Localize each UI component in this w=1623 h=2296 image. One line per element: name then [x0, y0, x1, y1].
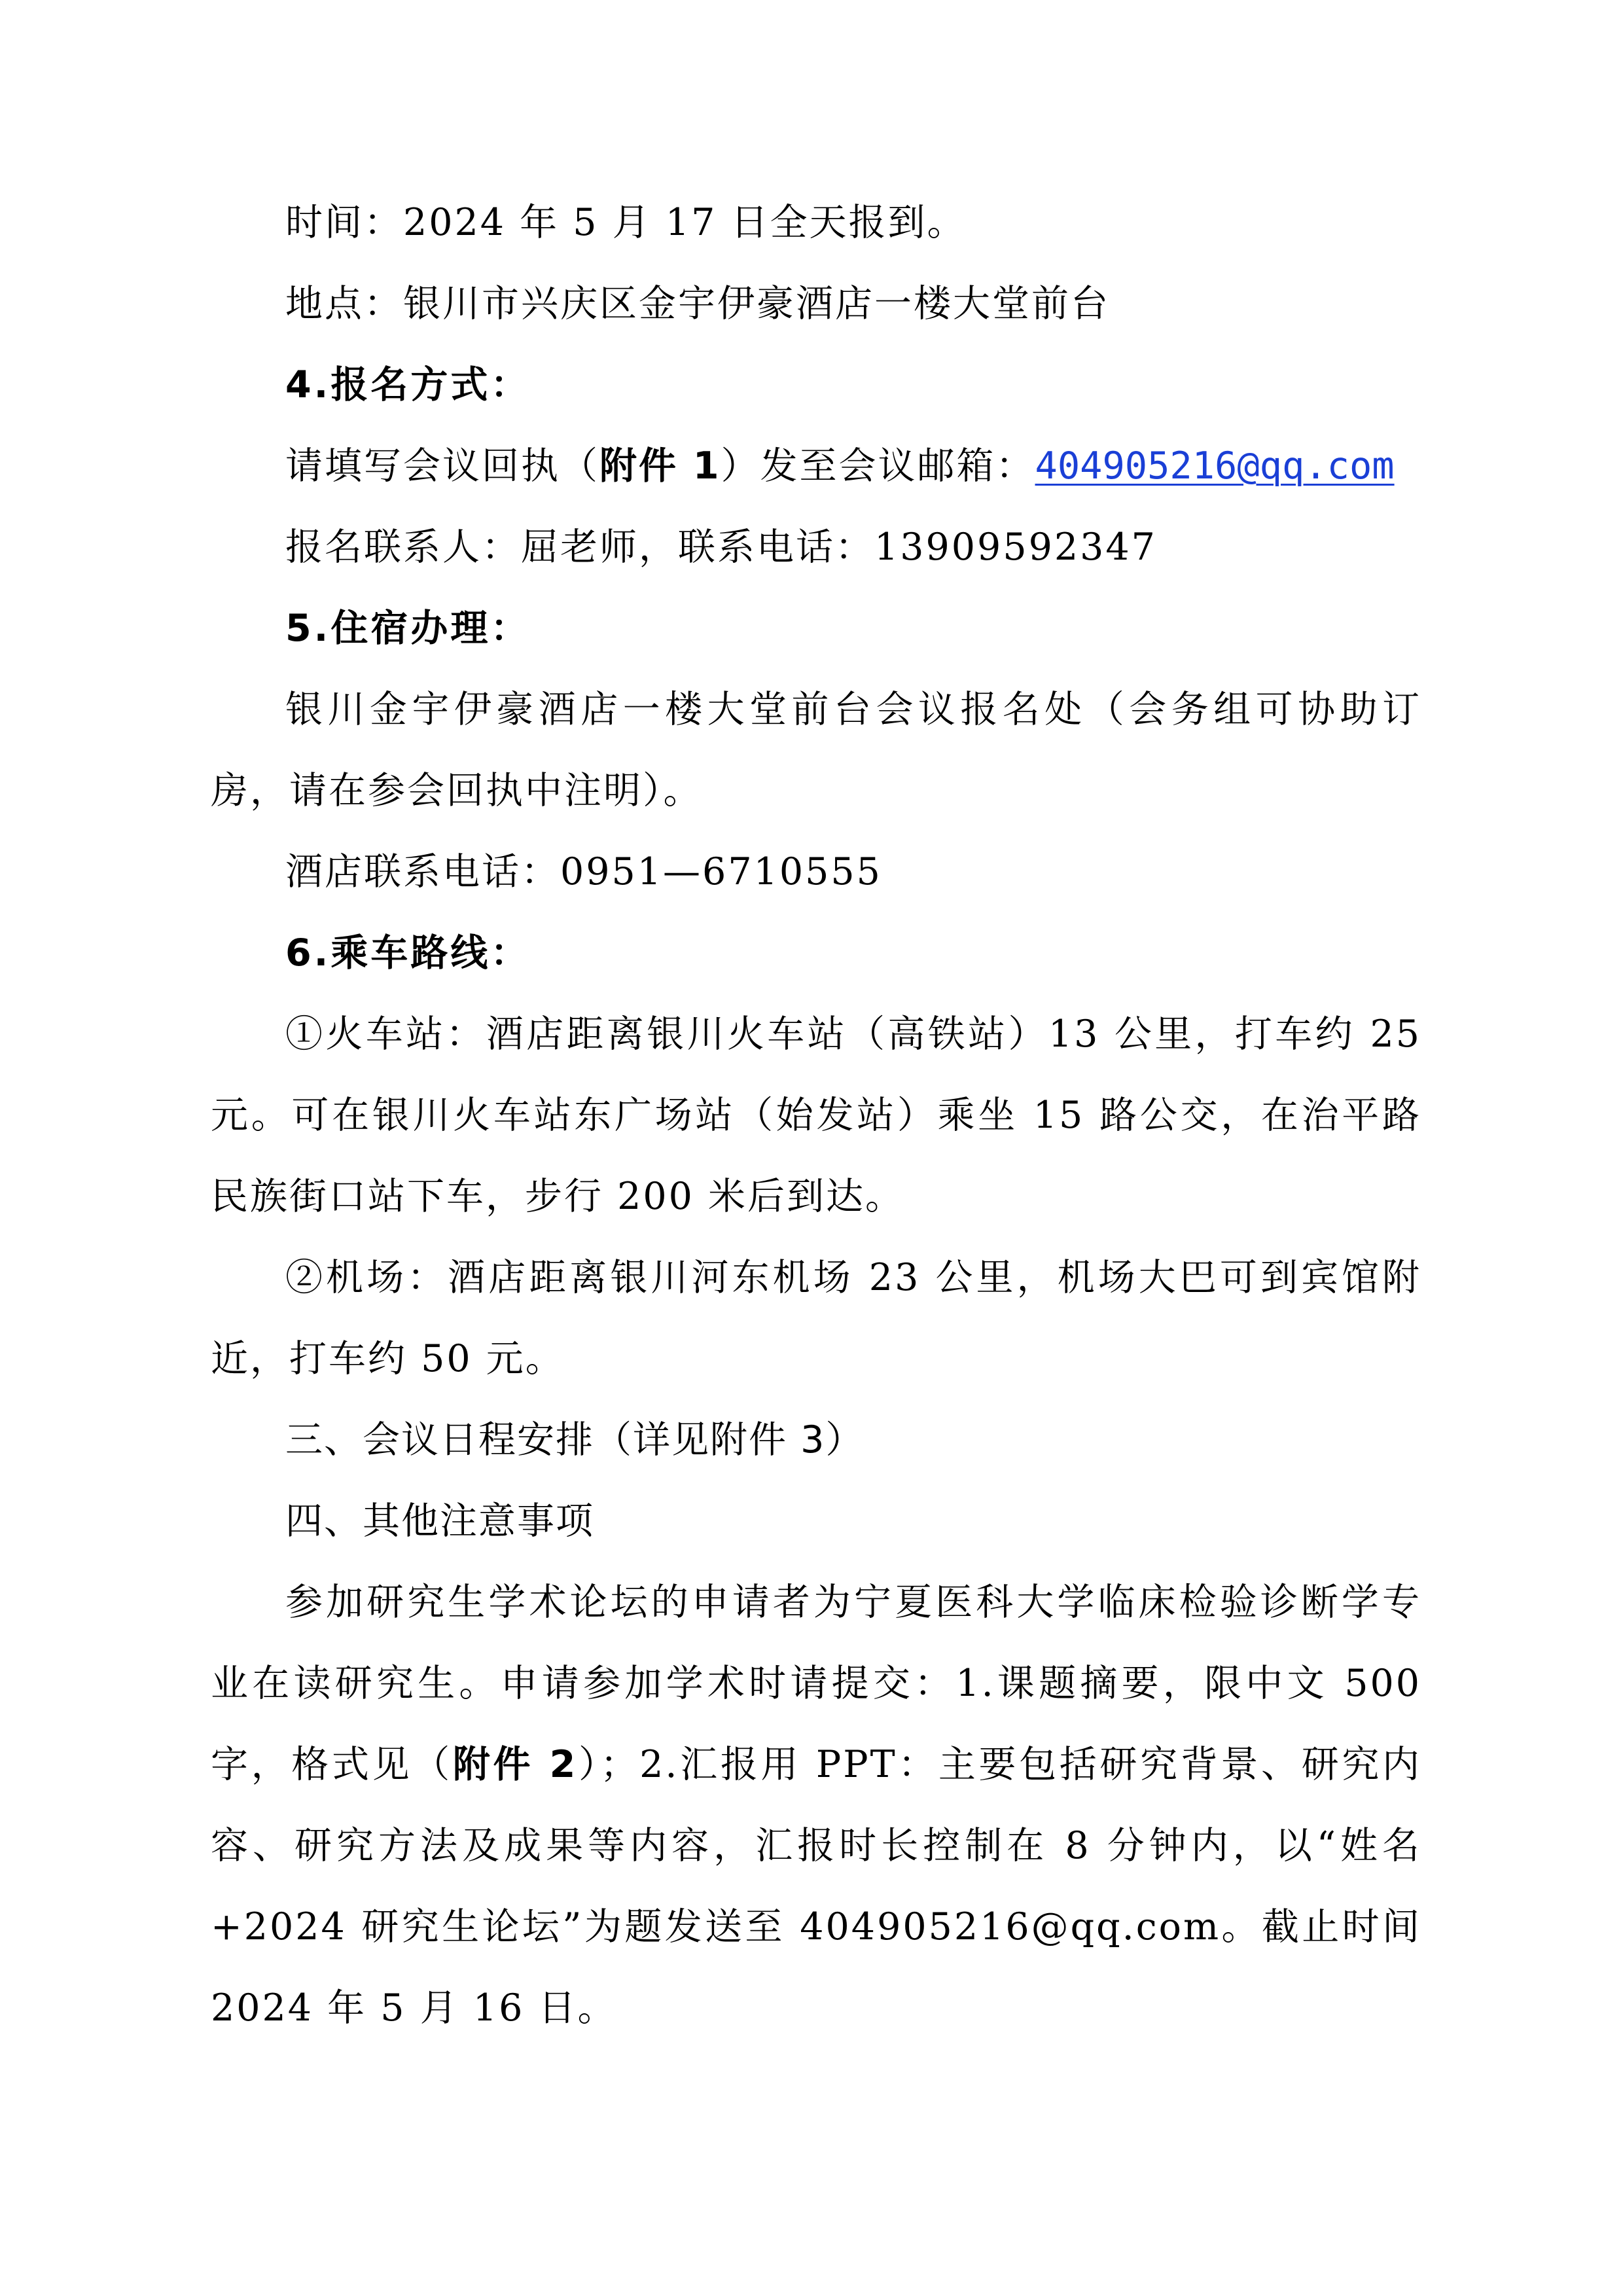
registration-time: 时间：2024 年 5 月 17 日全天报到。	[285, 201, 967, 244]
signup-prefix: 请填写会议回执（	[285, 444, 599, 488]
signup-heading: 4.报名方式：	[285, 363, 531, 406]
attachment-1-ref: 附件 1	[599, 444, 721, 488]
document-body	[211, 182, 1421, 2049]
section-4-text	[211, 1562, 1421, 2049]
transport-train: ①火车站：酒店距离银川火车站（高铁站）13 公里，打车约 25 元。可在银川火车站东广场站（始发站）乘坐 15 路公交，在治平路民族街口站下车，步行 200 米后到达。	[211, 1013, 1421, 1218]
transport-airport: ②机场：酒店距离银川河东机场 23 公里，机场大巴可到宾馆附近，打车约 50 元。	[211, 1256, 1421, 1380]
registration-location: 地点：银川市兴庆区金宇伊豪酒店一楼大堂前台	[285, 282, 1110, 325]
email-link[interactable]: 404905216@qq.com	[1035, 444, 1395, 488]
lodging-text: 银川金宇伊豪酒店一楼大堂前台会议报名处（会务组可协助订房，请在参会回执中注明）。	[211, 688, 1421, 812]
section-4-intro: 参加研究生学术论坛的申请者为宁夏医科大学临床检验诊断学专业在读研究生。申请参加学术时请提交：1.课题摘要，限中文 500 字，格式见（	[211, 1581, 1421, 1786]
attachment-2-ref: 附件 2	[452, 1743, 578, 1786]
section-4-heading: 四、其他注意事项	[285, 1499, 594, 1543]
hotel-phone: 酒店联系电话：0951—6710555	[285, 850, 882, 893]
transport-heading: 6.乘车路线：	[285, 931, 531, 975]
section-4-rest: ）；2.汇报用 PPT：主要包括研究背景、研究内容、研究方法及成果等内容，汇报时长控制在 8 分钟内，以“姓名+2024 研究生论坛”为题发送至 404905216@qq.com。截止时间 2024 年 5 月 16 日。	[211, 1743, 1421, 2030]
signup-instruction	[211, 425, 1421, 507]
lodging-heading: 5.住宿办理：	[285, 607, 531, 650]
section-3-heading: 三、会议日程安排（详见附件 3）	[285, 1418, 865, 1462]
signup-mid: ）发至会议邮箱：	[721, 444, 1035, 488]
signup-contact: 报名联系人：屈老师，联系电话：13909592347	[285, 526, 1157, 569]
